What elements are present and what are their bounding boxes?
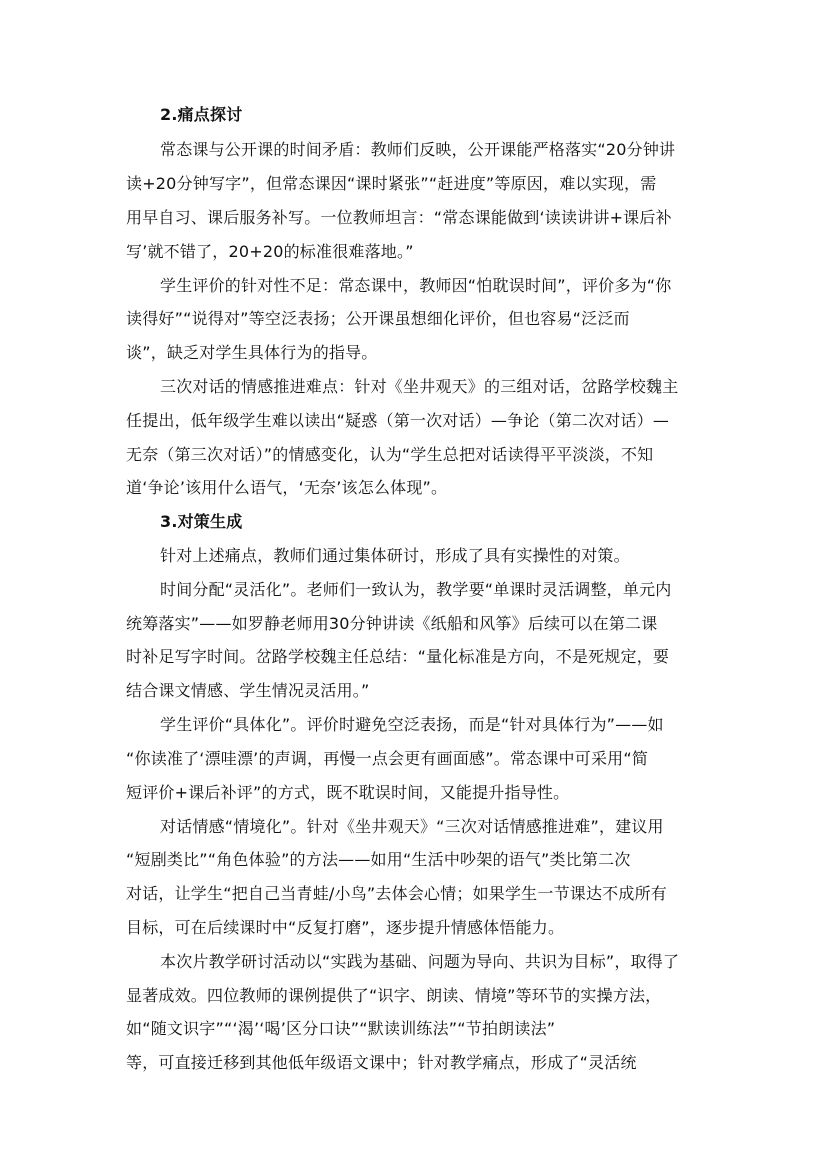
paragraph-line: 读+20分钟写字”，但常态课因“课时紧张”“赶进度”等原因，难以实现，需 [126,174,657,193]
paragraph-line: 用早自习、课后服务补写。一位教师坦言：“常态课能做到‘读读讲讲+课后补 [126,208,672,227]
paragraph-line: 本次片教学研讨活动以“实践为基础、问题为导向、共识为目标”，取得了 [160,952,680,971]
section-heading-strategies: 3.对策生成 [160,512,243,531]
paragraph-line: 目标，可在后续课时中“反复打磨”，逐步提升情感体悟能力。 [126,918,565,937]
paragraph-line: 等，可直接迁移到其他低年级语文课中；针对教学痛点，形成了“灵活统 [126,1053,637,1072]
paragraph-line: “你读准了‘漂哇漂’的声调，再慢一点会更有画面感”。常态课中可采用“简 [126,749,649,768]
paragraph-line: 显著成效。四位教师的课例提供了“识字、朗读、情境”等环节的实操方法， [126,986,662,1005]
paragraph-line: 写’就不错了，20+20的标准很难落地。” [126,242,414,261]
paragraph-line: 常态课与公开课的时间矛盾：教师们反映，公开课能严格落实“20分钟讲 [160,140,676,159]
paragraph-line: 对话情感“情境化”。针对《坐井观天》“三次对话情感推进难”，建议用 [160,817,664,836]
section-heading-pain-points: 2.痛点探讨 [160,105,243,124]
paragraph-line: 统筹落实”——如罗静老师用30分钟讲读《纸船和风筝》后续可以在第二课 [126,614,658,633]
paragraph-line: 谈”，缺乏对学生具体行为的指导。 [126,343,378,362]
paragraph-line: 结合课文情感、学生情况灵活用。” [126,681,370,700]
paragraph-line: 无奈（第三次对话）”的情感变化，认为“学生总把对话读得平平淡淡，不知 [126,445,654,464]
paragraph-line: 针对上述痛点，教师们通过集体研讨，形成了具有实操性的对策。 [160,546,630,565]
paragraph-line: 如“随文识字”“‘渴’‘喝’区分口诀”“默读训练法”“节拍朗读法” [126,1019,556,1038]
paragraph-line: 学生评价“具体化”。评价时避免空泛表扬，而是“针对具体行为”——如 [160,715,664,734]
paragraph-line: 短评价+课后补评”的方式，既不耽误时间，又能提升指导性。 [126,783,570,802]
paragraph-line: 对话，让学生“把自己当青蛙/小鸟”去体会心情；如果学生一节课达不成所有 [126,884,667,903]
paragraph-line: 任提出，低年级学生难以读出“疑惑（第一次对话）—争论（第二次对话）— [126,411,670,430]
paragraph-line: 读得好”“说得对”等空泛表扬；公开课虽想细化评价，但也容易“泛泛而 [126,309,630,328]
paragraph-line: 三次对话的情感推进难点：针对《坐井观天》的三组对话，岔路学校魏主 [160,377,679,396]
paragraph-line: 道‘争论’该用什么语气，‘无奈’该怎么体现”。 [126,478,448,497]
paragraph-line: “短剧类比”“角色体验”的方法——如用“生活中吵架的语气”类比第二次 [126,850,631,869]
paragraph-line: 时补足写字时间。岔路学校魏主任总结：“量化标准是方向，不是死规定，要 [126,647,670,666]
paragraph-line: 时间分配“灵活化”。老师们一致认为，教学要“单课时灵活调整，单元内 [160,580,672,599]
paragraph-line: 学生评价的针对性不足：常态课中，教师因“怕耽误时间”，评价多为“你 [160,276,672,295]
